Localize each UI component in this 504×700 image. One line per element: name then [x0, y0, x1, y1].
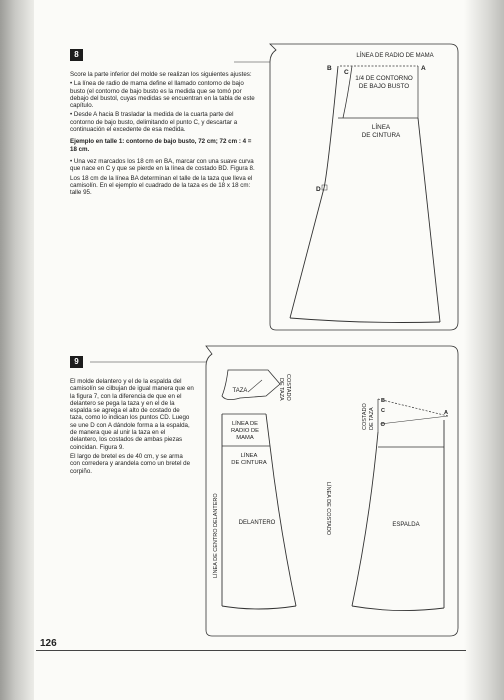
- instruction-paragraph: El largo de bretel es de 40 cm, y se arma con corredera y arandela como un bretel de corpiño.: [70, 452, 191, 475]
- instruction-paragraph: El molde delantero y el de la espalda del camisolín se cilbujan de igual manera que en la figura 7, con la diferencia de que en el delantero se pega la taza y en el de la espalda se agrega el alto de costado de taza, como lo indican los puntos CD. Luego se une D con A dándole forma a la espalda, de manera que al unir la taza en el delantero, los costados de ambas piezas coincidan. Figura 9.: [70, 378, 194, 451]
- back-label: ESPALDA: [392, 522, 420, 528]
- point-b: B: [327, 65, 332, 72]
- side-line-label: LÍNEA DE COSTADO: [325, 482, 331, 536]
- instruction-bullet: • Una vez marcados los 18 cm en BA, marcar con una suave curva que nace en C y que se pierde en la línea de costado BD. Figura 8.: [70, 157, 255, 173]
- cup-piece: [222, 370, 280, 400]
- example-heading: Ejemplo en talle 1: contorno de bajo busto, 72 cm; 72 cm : 4 = 18 cm.: [70, 138, 252, 153]
- contour-label: DE BAJO BUSTO: [358, 83, 410, 90]
- back-side-label: COSTADO: [362, 403, 368, 430]
- bust-radius-label: LÍNEA DE RADIO DE MAMA: [356, 53, 434, 59]
- bust-line-label: MAMA: [236, 435, 254, 441]
- point-c: C: [344, 69, 349, 76]
- waist-label: LÍNEA: [371, 124, 391, 131]
- back-side-seam: [352, 432, 378, 606]
- step-number-badge: 9: [70, 356, 83, 368]
- point-a: A: [444, 410, 448, 416]
- page-number: 126: [40, 638, 57, 649]
- back-hem: [352, 606, 444, 611]
- contour-label: 1/4 DE CONTORNO: [355, 75, 413, 82]
- cup-side-label: DE TAZA: [278, 378, 284, 401]
- waist-line-label: DE CINTURA: [231, 460, 267, 466]
- instruction-bullet: • Desde A hacia B trasladar la medida de la cuarta parte del contorno de bajo busto, delimitando el punto C, y descartar a continuación el excedente de esa medida.: [70, 111, 238, 134]
- back-connect-line: [380, 416, 448, 424]
- point-d: D: [316, 186, 321, 193]
- instruction-intro: Score la parte inferior del molde se realizan los siguientes ajustes:: [70, 71, 252, 78]
- bust-line-label: LÍNEA DE: [231, 421, 259, 427]
- step-number-badge: 8: [70, 49, 83, 61]
- back-side-label: DE TAZA: [369, 407, 375, 430]
- front-side-seam: [266, 414, 296, 606]
- bust-line-label: RADIO DE: [230, 428, 260, 434]
- center-front-label: LÍNEA DE CENTRO DELANTERO: [213, 493, 219, 578]
- cup-side-label: COSTADO: [285, 374, 291, 401]
- instruction-bullet: • La línea de radio de mama define el llamado contorno de bajo busto (el contorno de bajo busto es la medida que se tomó por debajo del bustol, cuyas medidas se encuentran en la tabla de este capítulo.: [70, 80, 255, 110]
- point-a: A: [421, 65, 426, 72]
- back-top-line: [378, 399, 448, 416]
- cup-label: TAZA: [232, 388, 248, 394]
- waist-line-label: LÍNEA: [240, 453, 258, 459]
- front-hem: [222, 606, 296, 609]
- point-b: B: [381, 398, 385, 404]
- point-d: D: [381, 422, 385, 428]
- cup-dart: [248, 380, 262, 392]
- footer-rule: [36, 650, 466, 651]
- point-c: C: [381, 408, 385, 414]
- instruction-paragraph: Los 18 cm de la línea BA determinan el talle de la taza que lleva el camisolín. En el ejemplo el cuadrado de la taza es de 18 x 18 cm: talle 95.: [70, 174, 253, 197]
- front-label: DELANTERO: [238, 520, 276, 526]
- waist-label: DE CINTURA: [361, 132, 401, 139]
